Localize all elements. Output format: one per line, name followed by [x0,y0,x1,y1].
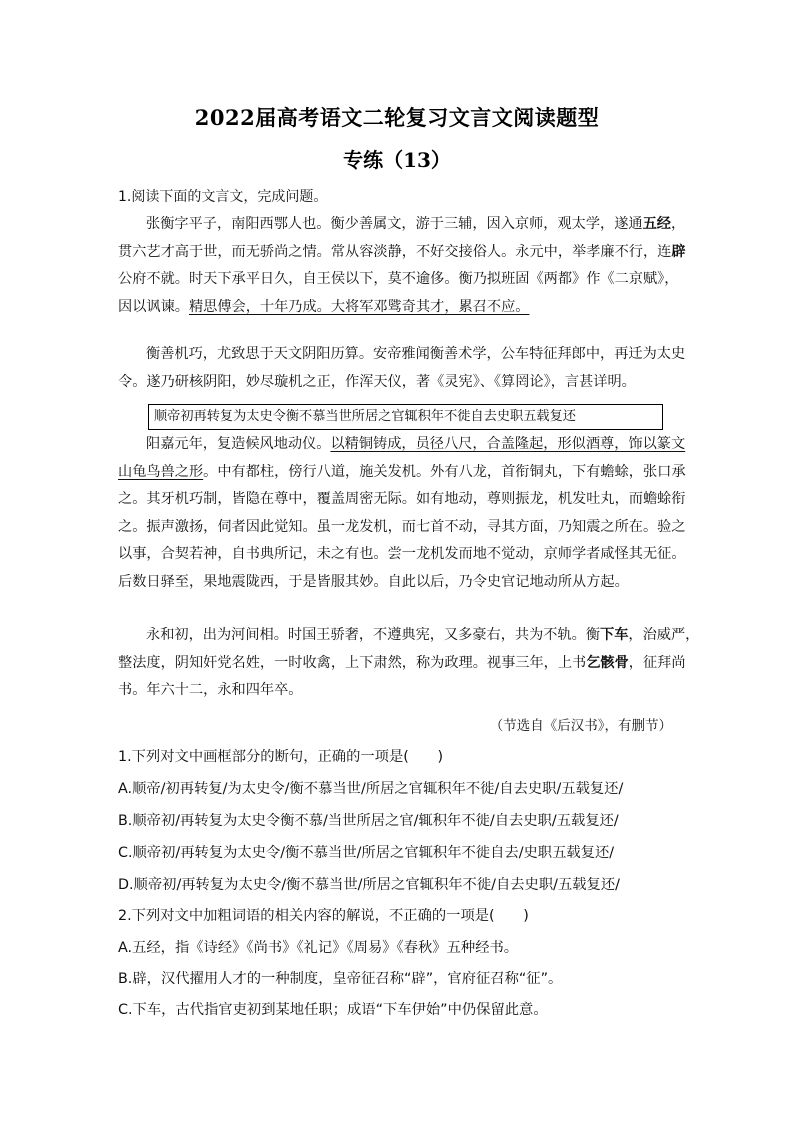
text-run: 张衡字平子，南阳西鄂人也。衡少善属文，游于三辅，因入京师，观太学，遂通 [146,216,643,232]
underlined-sentence: 以精铜铸成，员径八尺，合盖隆起，形似酒尊，饰以篆文 [330,436,686,452]
passage-line: 之。其牙机巧制，皆隐在尊中，覆盖周密无际。如有地动，尊则振龙，机发吐丸，而蟾蜍衔 [118,491,686,508]
source-citation: （节选自《后汉书》，有删节） [489,718,672,734]
question-1-stem: 1.下列对文中画框部分的断句，正确的一项是( ) [118,749,444,765]
bold-term-qigaigu: 乞骸骨 [586,654,629,671]
text-run: 。中有都柱，傍行八道，施关发机。外有八龙，首衔铜丸，下有蟾蜍，张口承 [203,463,686,480]
text-run: ， [670,216,686,232]
boxed-sentence: 顺帝初再转复为太史令衡不慕当世所居之官辄积年不徙自去史职五载复还 [148,404,663,430]
underlined-sentence: 山龟鸟兽之形 [118,463,204,480]
question-1-option-a: A.顺帝/初再转复/为太史令/衡不慕当世/所居之官辄积年不徙/自去史职/五载复还/ [118,781,624,797]
passage-line [118,622,700,650]
passage-line: 令。遂乃研核阴阳，妙尽璇机之正，作浑天仪，著《灵宪》、《算罔论》，言甚详明。 [118,373,636,390]
passage-line: 衡善机巧，尤致思于天文阴阳历算。安帝雅闻衡善术学，公车特征拜郎中，再迁为太史 [146,346,686,362]
text-run: 贯六艺才高于世，而无骄尚之情。常从容淡静，不好交接俗人。永元中，举孝廉不行，连 [118,243,672,260]
bold-term-bi: 辟 [671,243,686,260]
question-2-stem: 2.下列对文中加粗词语的相关内容的解说，不正确的一项是( ) [118,908,529,924]
passage-line: 书。年六十二，永和四年卒。 [118,682,303,699]
question-1-option-c: C.顺帝初/再转复为太史令/衡不慕当世/所居之官辄积年不徙自去/史职五载复还/ [118,845,615,861]
bold-term-xiache: 下车 [600,627,629,643]
passage-line [118,211,686,239]
passage-line [118,431,686,459]
text-run: 因以讽谏。 [118,298,189,315]
question-2-option-b: B.辟，汉代擢用人才的一种制度，皇帝征召称“辟”，官府征召称“征”。 [118,971,563,987]
question-1-option-b: B.顺帝初/再转复为太史令衡不慕/当世所居之官/辄积年不徙/自去史职/五载复还/ [118,813,619,829]
passage-paragraph-1 [118,211,686,321]
question-1-option-d: D.顺帝初/再转复为太史令/衡不慕当世/所居之官辄积年不徙/自去史职/五载复还/ [118,877,620,893]
text-run: 永和初，出为河间相。时国王骄奢，不遵典宪，又多豪右，共为不轨。衡 [146,627,601,643]
passage-line [118,650,686,678]
text-run: ，征拜尚 [628,654,686,671]
passage-line: 以事，合契若神，自书典所记，未之有也。尝一龙机发而地不觉动，京师学者咸怪其无征。 [118,546,686,563]
passage-line: 后数日驿至，果地震陇西，于是皆服其妙。自此以后，乃令史官记地动所从方起。 [118,573,629,590]
document-title: 2022届高考语文二轮复习文言文阅读题型 [194,105,600,130]
passage-line: 之。振声激扬，伺者因此觉知。虽一龙发机，而七首不动，寻其方面，乃知震之所在。验之 [118,518,686,535]
question-2-option-a: A.五经，指《诗经》《尚书》《礼记》《周易》《春秋》五种经书。 [118,940,519,956]
passage-paragraph-4 [118,622,700,705]
passage-line [118,239,686,267]
underlined-sentence: 精思傅会，十年乃成。大将军邓骘奇其才，累召不应。 [188,298,530,315]
text-run: 整法度，阴知奸党名姓，一时收禽，上下肃然，称为政理。视事三年，上书 [118,654,587,671]
document-subtitle: 专练（13） [343,148,451,172]
passage-paragraph-2 [118,341,686,396]
passage-line [118,294,686,322]
passage-line: 公府不就。时天下承平日久，自王侯以下，莫不逾侈。衡乃拟班固《两都》作《二京赋》， [118,271,679,288]
passage-paragraph-3 [118,431,686,597]
text-run: ，治威严， [628,627,700,643]
passage-line [118,459,686,487]
bold-term-wujing: 五经 [642,216,671,232]
question-intro: 1.阅读下面的文言文，完成问题。 [118,189,328,205]
text-run: 阳嘉元年，复造候风地动仪。 [146,436,331,452]
question-2-option-c: C.下车，古代指官吏初到某地任职；成语“下车伊始”中仍保留此意。 [118,1002,548,1018]
